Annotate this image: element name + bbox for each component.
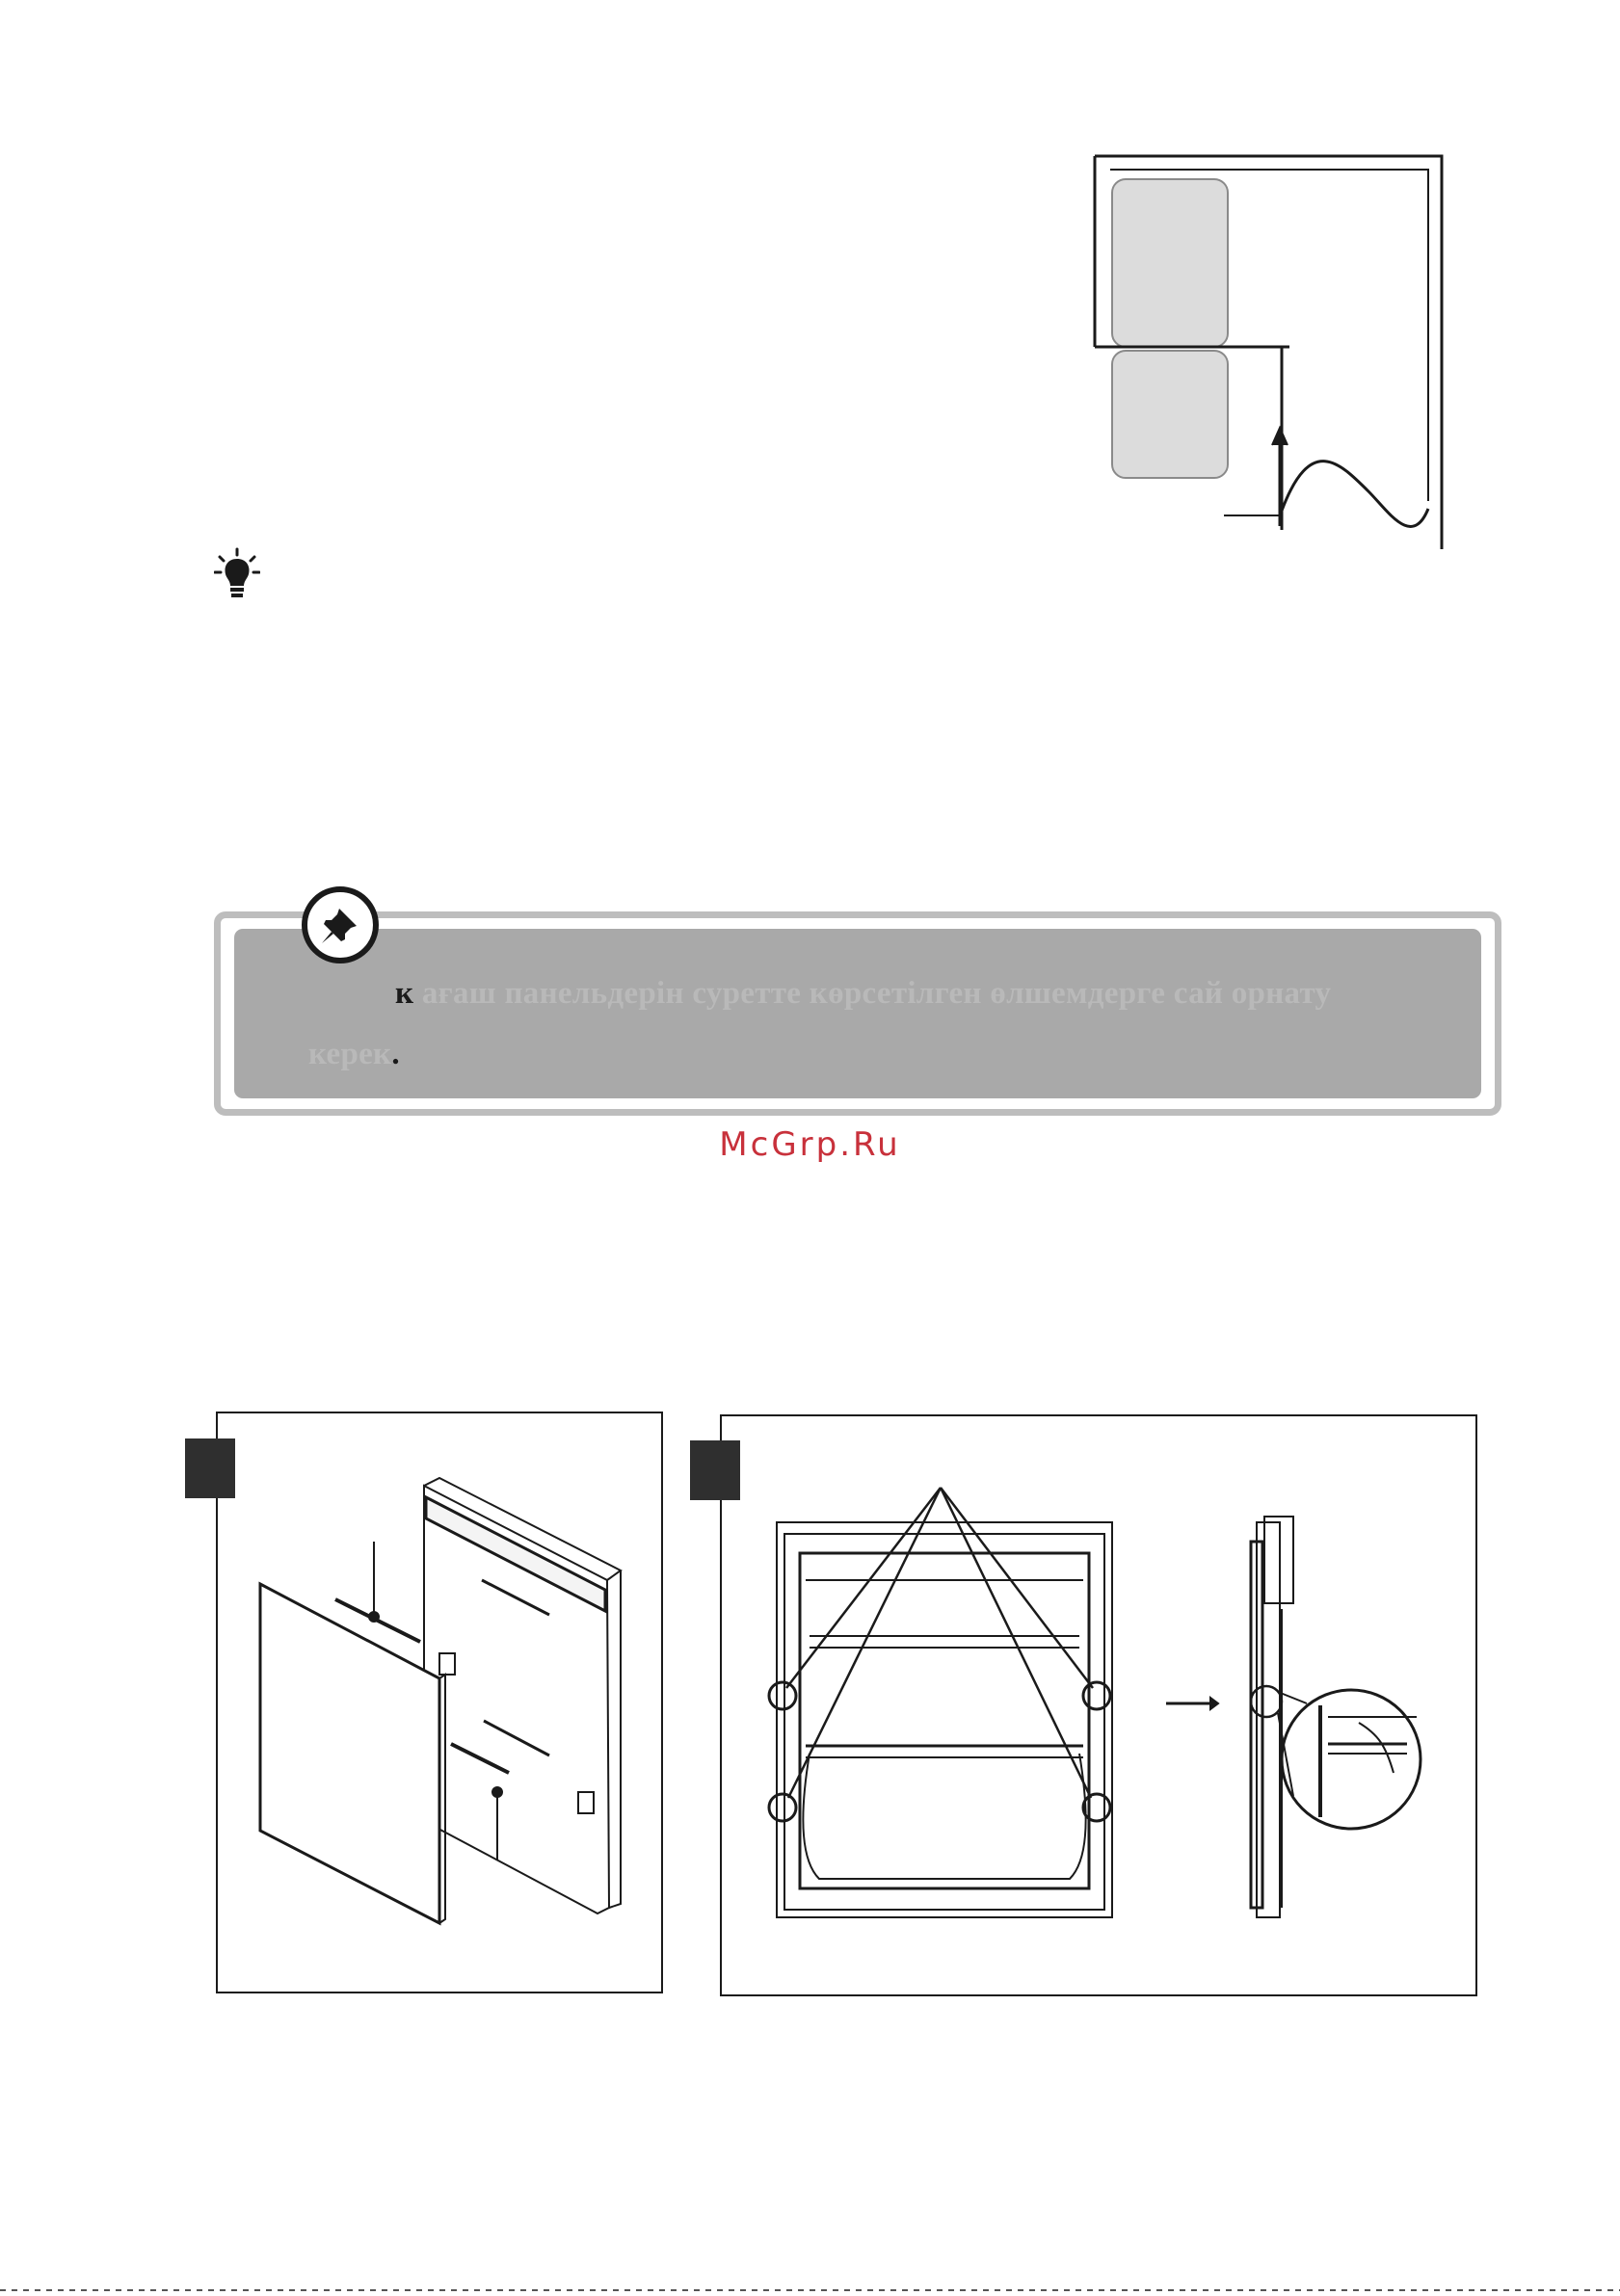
page-edge-dashes [0,2289,1620,2291]
screw-fastening-diagram [742,1465,1455,1966]
pushpin-icon [302,886,379,963]
lightbulb-icon [214,547,260,601]
note-line-2: керек [308,1037,392,1071]
note-line-2-end: . [391,1037,400,1071]
panel-attach-diagram [231,1465,646,1946]
figure-tab-right [690,1440,740,1500]
note-text [308,963,1426,1085]
note-lead-char: к [395,976,414,1011]
watermark: McGrp.Ru [719,1125,901,1164]
note-line-1: ағаш панельдерін суретте көрсетілген өлшемдерге сай орнату [413,976,1332,1011]
door-panel-clearance-diagram [1079,145,1455,559]
figure-tab-left [185,1438,235,1498]
